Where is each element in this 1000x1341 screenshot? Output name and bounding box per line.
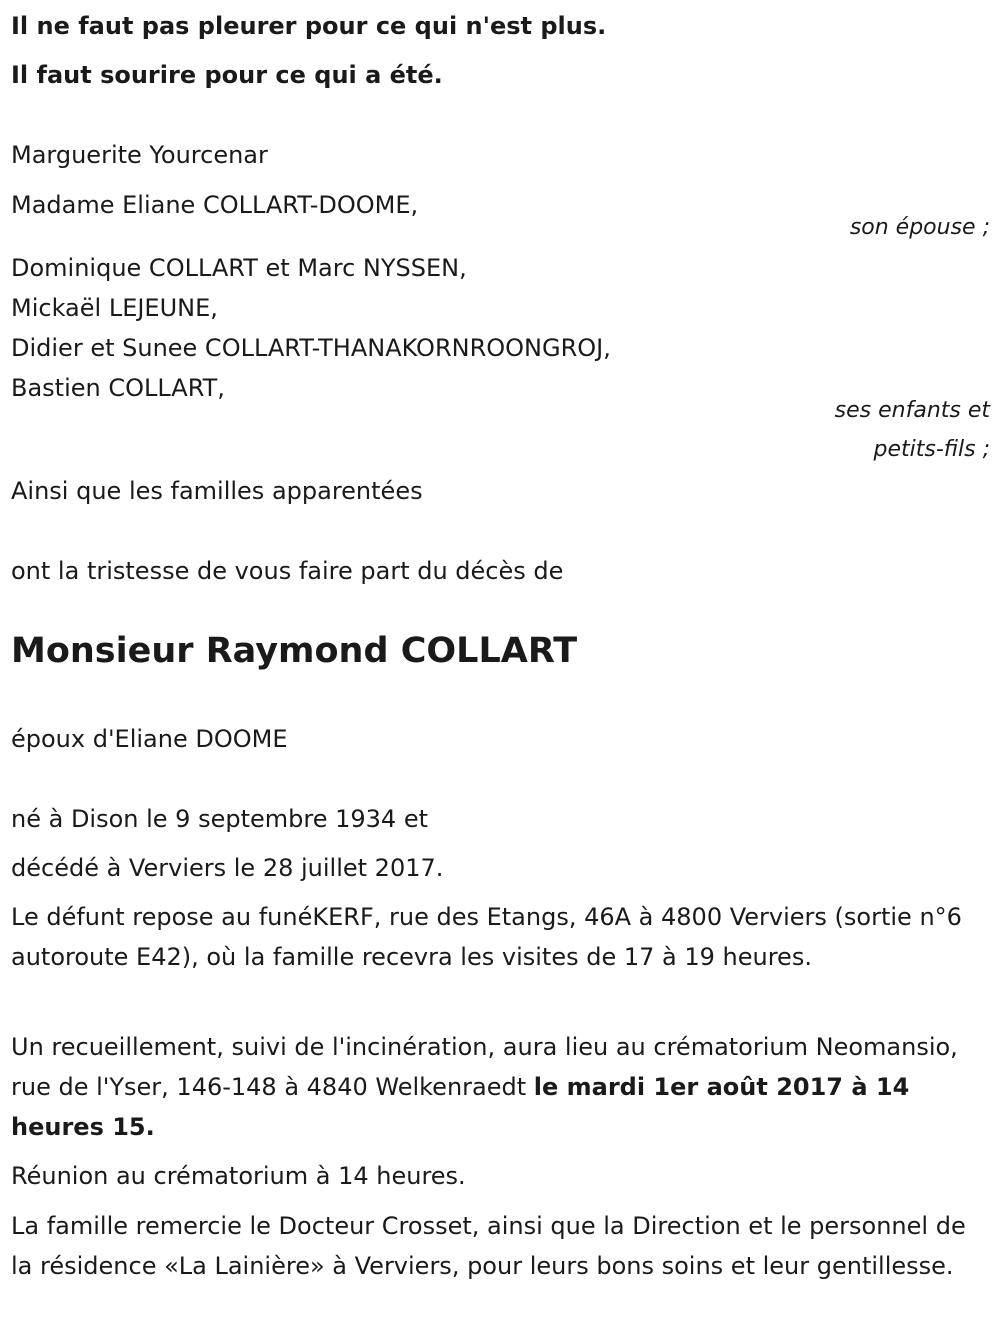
child-1: Dominique COLLART et Marc NYSSEN, xyxy=(11,254,467,282)
ceremony-text: Un recueillement, suivi de l'incinération, aura lieu au crématorium Neomansio, rue de l'Yser, 146-148 à 4840 Welkenraedt xyxy=(11,1033,958,1101)
meeting-line: Réunion au crématorium à 14 heures. xyxy=(11,1162,466,1190)
ceremony-paragraph xyxy=(11,1027,991,1147)
birth-line: né à Dison le 9 septembre 1934 et xyxy=(11,805,428,833)
child-3: Didier et Sunee COLLART-THANAKORNROONGROJ, xyxy=(11,334,611,362)
children-relation-2: petits-fils ; xyxy=(873,437,990,462)
child-4: Bastien COLLART, xyxy=(11,374,225,402)
children-relation-1: ses enfants et xyxy=(834,398,990,423)
families-line: Ainsi que les familles apparentées xyxy=(11,477,423,505)
quote-line-1: Il ne faut pas pleurer pour ce qui n'est plus. xyxy=(11,12,607,40)
child-2: Mickaël LEJEUNE, xyxy=(11,294,218,322)
spouse-name: Madame Eliane COLLART-DOOME, xyxy=(11,191,419,219)
announcement-line: ont la tristesse de vous faire part du décès de xyxy=(11,557,564,585)
spouse-of-line: époux d'Eliane DOOME xyxy=(11,725,288,753)
thanks-paragraph: La famille remercie le Docteur Crosset, ainsi que la Direction et le personnel de la résidence «La Lainière» à Verviers, pour leurs bons soins et leur gentillesse. xyxy=(11,1212,966,1280)
ceremony-date: le mardi 1er août 2017 à 14 heures 15. xyxy=(11,1073,910,1141)
repose-paragraph: Le défunt repose au funéKERF, rue des Etangs, 46A à 4800 Verviers (sortie n°6 autoroute E42), où la famille recevra les visites de 17 à 19 heures. xyxy=(11,903,962,971)
quote-line-2: Il faut sourire pour ce qui a été. xyxy=(11,61,443,89)
death-line: décédé à Verviers le 28 juillet 2017. xyxy=(11,854,444,882)
quote-author: Marguerite Yourcenar xyxy=(11,141,268,169)
spouse-relation: son épouse ; xyxy=(849,215,990,240)
deceased-name: Monsieur Raymond COLLART xyxy=(11,631,578,671)
